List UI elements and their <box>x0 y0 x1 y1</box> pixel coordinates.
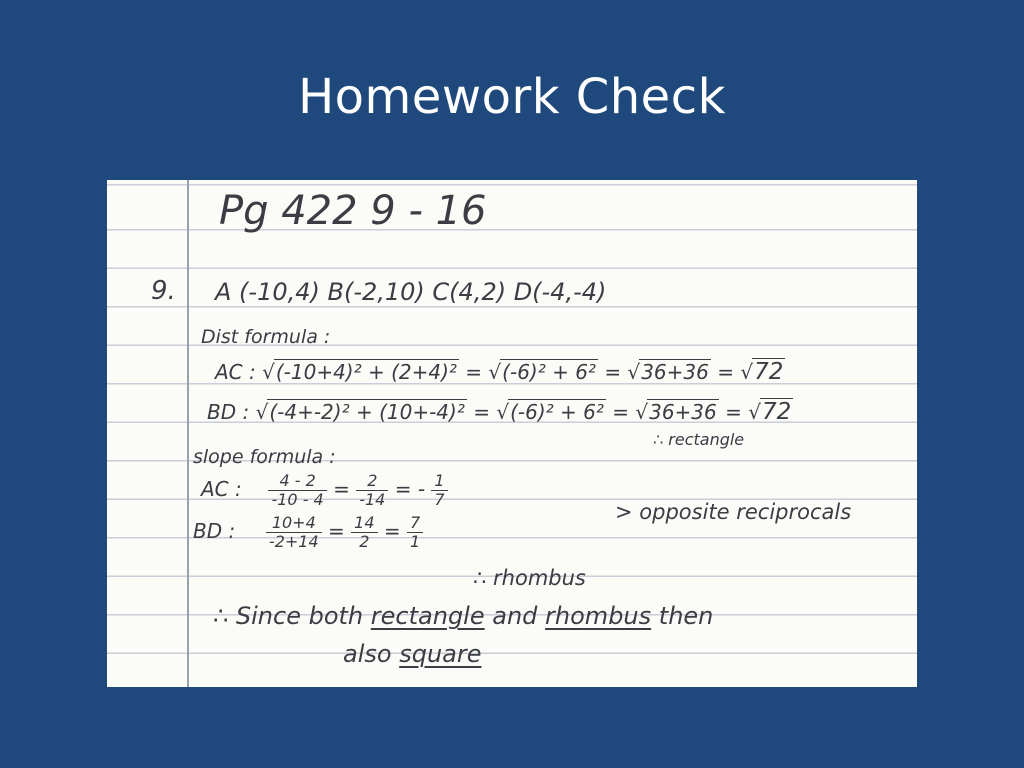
denominator: -14 <box>359 490 386 509</box>
equals-sign: = <box>725 400 742 424</box>
opposite-reciprocals-note: > opposite reciprocals <box>615 500 852 524</box>
underlined-square: square <box>399 640 482 668</box>
bd-slope-label: BD : <box>193 519 236 543</box>
rectangle-conclusion: ∴ rectangle <box>653 430 745 449</box>
problem-number: 9. <box>151 276 176 306</box>
rhombus-conclusion: ∴ rhombus <box>473 566 586 590</box>
ac-distance-line: AC : √(-10+4)² + (2+4)² = √(-6)² + 6² = √36+36 = √72 <box>215 359 784 385</box>
ac-distance-result: 72 <box>754 359 784 385</box>
bd-slope-fraction <box>266 514 322 551</box>
bd-distance-sum: 36+36 <box>649 400 717 424</box>
ac-slope-reduced <box>356 472 388 509</box>
ac-slope-label: AC : <box>201 477 242 501</box>
bd-distance-line: BD : √(-4+-2)² + (10+-4)² = √(-6)² + 6² = √36+36 = √72 <box>207 399 792 425</box>
denominator: -2+14 <box>268 532 319 551</box>
denominator: 7 <box>434 490 445 509</box>
notebook-photo <box>107 180 917 687</box>
underlined-rectangle: rectangle <box>370 602 485 630</box>
numerator: 14 <box>351 514 377 533</box>
denominator: 2 <box>359 532 370 551</box>
final-conclusion-line1 <box>213 602 713 630</box>
equals-sign: = <box>604 360 622 384</box>
numerator: 7 <box>407 514 423 533</box>
slope-formula-label: slope formula : <box>193 446 336 468</box>
equals-sign: = <box>465 360 483 384</box>
conclusion-and: and <box>492 602 538 630</box>
ac-distance-sum: 36+36 <box>641 360 709 384</box>
conclusion-also: also <box>343 640 392 668</box>
conclusion-then: then <box>658 602 714 630</box>
equals-sign: = <box>717 360 734 384</box>
bd-slope-reduced <box>351 514 377 551</box>
bd-distance-label: BD : <box>207 400 250 424</box>
margin-line <box>187 180 189 687</box>
equals-sign: = <box>473 400 490 424</box>
equals-sign: = <box>612 400 629 424</box>
bd-slope-line <box>193 514 423 551</box>
distance-formula-label: Dist formula : <box>201 326 331 348</box>
equals-sign: = <box>333 477 350 501</box>
bd-distance-expression: (-4+-2)² + (10+-4)² <box>269 400 465 424</box>
given-points: A (-10,4) B(-2,10) C(4,2) D(-4,-4) <box>215 278 607 306</box>
numerator: 2 <box>356 472 388 491</box>
slide-title: Homework Check <box>298 69 726 125</box>
ac-slope-line <box>201 472 448 509</box>
ac-slope-fraction <box>268 472 326 509</box>
equals-sign: = <box>383 519 401 543</box>
denominator: -10 - 4 <box>271 490 324 509</box>
denominator: 1 <box>409 532 421 551</box>
ac-distance-expression: (-10+4)² + (2+4)² <box>275 360 457 384</box>
ac-distance-simplified: (-6)² + 6² <box>502 360 596 384</box>
equals-sign: = <box>328 519 345 543</box>
numerator: 1 <box>431 472 447 491</box>
final-conclusion-line2 <box>343 640 482 668</box>
underlined-rhombus: rhombus <box>545 602 652 630</box>
ac-distance-label: AC : <box>215 360 256 384</box>
numerator: 4 - 2 <box>268 472 326 491</box>
bd-distance-simplified: (-6)² + 6² <box>510 400 604 424</box>
numerator: 10+4 <box>266 514 322 533</box>
conclusion-prefix: ∴ Since both <box>213 602 364 630</box>
ac-slope-result <box>431 472 447 509</box>
bd-distance-result: 72 <box>761 399 792 425</box>
equals-sign: = - <box>394 477 426 501</box>
assignment-heading: Pg 422 9 - 16 <box>219 188 487 234</box>
bd-slope-result <box>407 514 423 551</box>
